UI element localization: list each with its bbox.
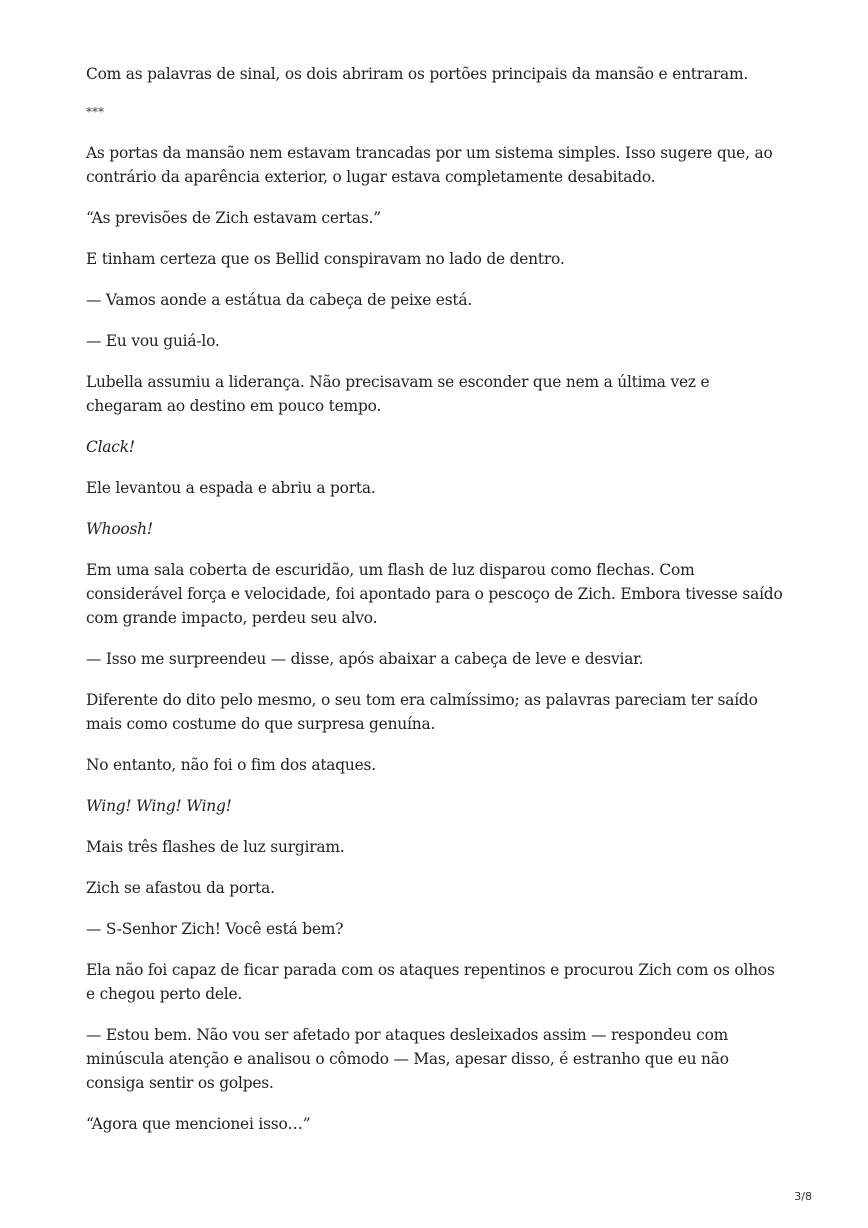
sound-effect: Wing! Wing! Wing! [86, 797, 232, 815]
dialogue-line: — Isso me surpreendeu — disse, após abaixar a cabeça de leve e desviar. [86, 650, 644, 668]
paragraph: “As previsões de Zich estavam certas.” [86, 209, 381, 227]
page-number: 3/8 [794, 1190, 812, 1203]
paragraph: Mais três flashes de luz surgiram. [86, 838, 345, 856]
dialogue-line: — S-Senhor Zich! Você está bem? [86, 920, 344, 938]
dialogue-line: — Estou bem. Não vou ser afetado por ataques desleixados assim — respondeu com minúscula atenção e analisou o cômodo — Mas, apesar disso, é estranho que eu não consiga sentir os golpes. [86, 1026, 729, 1092]
paragraph: No entanto, não foi o fim dos ataques. [86, 756, 376, 774]
paragraph: E tinham certeza que os Bellid conspiravam no lado de dentro. [86, 250, 565, 268]
paragraph: Com as palavras de sinal, os dois abriram os portões principais da mansão e entraram. [86, 65, 749, 83]
scene-separator: *** [86, 105, 104, 119]
paragraph: As portas da mansão nem estavam trancadas por um sistema simples. Isso sugere que, ao contrário da aparência exterior, o lugar estava completamente desabitado. [86, 144, 773, 186]
sound-effect: Whoosh! [86, 520, 153, 538]
dialogue-line: — Eu vou guiá-lo. [86, 332, 220, 350]
paragraph: Em uma sala coberta de escuridão, um flash de luz disparou como flechas. Com considerável força e velocidade, foi apontado para o pescoço de Zich. Embora tivesse saído com grande impacto, perdeu seu alvo. [86, 561, 783, 627]
paragraph: Diferente do dito pelo mesmo, o seu tom era calmíssimo; as palavras pareciam ter saído mais como costume do que surpresa genuína. [86, 691, 758, 733]
document-body [86, 62, 786, 1153]
paragraph: Ela não foi capaz de ficar parada com os ataques repentinos e procurou Zich com os olhos e chegou perto dele. [86, 961, 775, 1003]
paragraph: Zich se afastou da porta. [86, 879, 275, 897]
dialogue-line: — Vamos aonde a estátua da cabeça de peixe está. [86, 291, 473, 309]
paragraph: Ele levantou a espada e abriu a porta. [86, 479, 376, 497]
paragraph: “Agora que mencionei isso…” [86, 1115, 311, 1133]
sound-effect: Clack! [86, 438, 135, 456]
paragraph: Lubella assumiu a liderança. Não precisavam se esconder que nem a última vez e chegaram ao destino em pouco tempo. [86, 373, 710, 415]
